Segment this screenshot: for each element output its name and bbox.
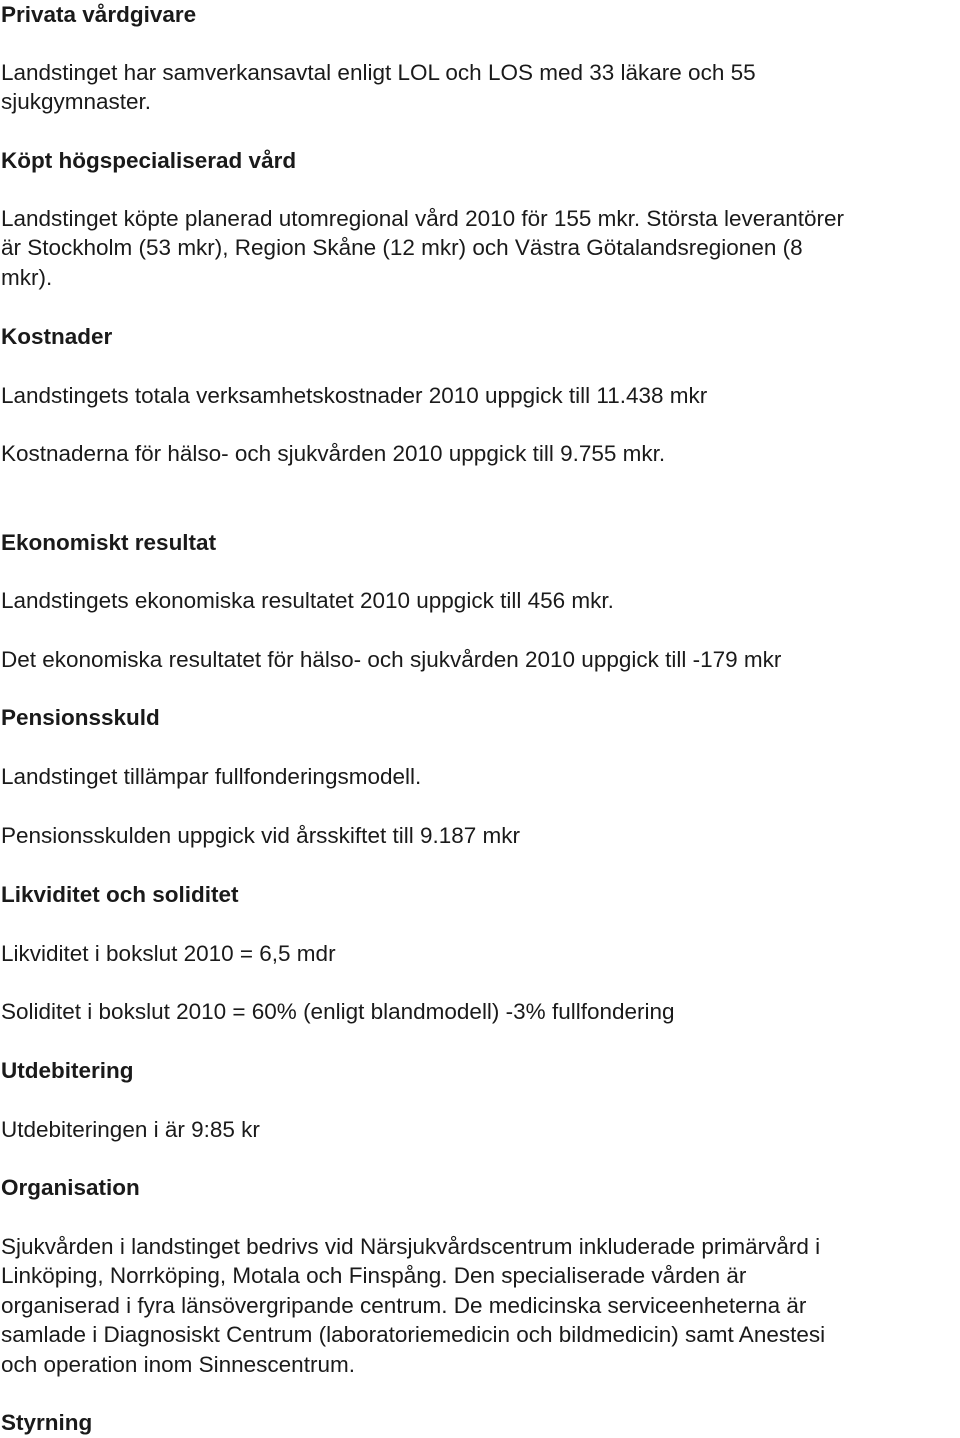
paragraph-organisation-line-5: och operation inom Sinnescentrum. [1, 1352, 355, 1377]
paragraph-kostnader-halso-sjukvard: Kostnaderna för hälso- och sjukvården 2010 uppgick till 9.755 mkr. [1, 441, 666, 466]
paragraph-pension-modell: Landstinget tillämpar fullfonderingsmodell. [1, 764, 422, 789]
paragraph-kostnader-totala: Landstingets totala verksamhetskostnader 2010 uppgick till 11.438 mkr [1, 383, 708, 408]
paragraph-utdebitering: Utdebiteringen i är 9:85 kr [1, 1117, 260, 1142]
heading-pensionsskuld: Pensionsskuld [1, 705, 160, 730]
paragraph-privata-line-1: Landstinget har samverkansavtal enligt LOL och LOS med 33 läkare och 55 [1, 60, 756, 85]
heading-utdebitering: Utdebitering [1, 1058, 134, 1083]
paragraph-ekonomiskt-halso-sjukvard: Det ekonomiska resultatet för hälso- och sjukvården 2010 uppgick till -179 mkr [1, 647, 782, 672]
heading-kopt-vard: Köpt högspecialiserad vård [1, 148, 297, 173]
paragraph-organisation-line-4: samlade i Diagnosiskt Centrum (laboratoriemedicin och bildmedicin) samt Anestesi [1, 1322, 826, 1347]
heading-likviditet-soliditet: Likviditet och soliditet [1, 882, 239, 907]
heading-kostnader: Kostnader [1, 324, 113, 349]
paragraph-kopt-line-3: mkr). [1, 265, 53, 290]
paragraph-organisation-line-2: Linköping, Norrköping, Motala och Finspång. Den specialiserade vården är [1, 1263, 747, 1288]
paragraph-soliditet: Soliditet i bokslut 2010 = 60% (enligt blandmodell) -3% fullfondering [1, 999, 675, 1024]
paragraph-organisation-line-1: Sjukvården i landstinget bedrivs vid Närsjukvårdscentrum inkluderade primärvård i [1, 1234, 821, 1259]
paragraph-pension-skuld: Pensionsskulden uppgick vid årsskiftet till 9.187 mkr [1, 823, 520, 848]
heading-privata-vardgivare: Privata vårdgivare [1, 2, 197, 27]
paragraph-organisation-line-3: organiserad i fyra länsövergripande centrum. De medicinska serviceenheterna är [1, 1293, 807, 1318]
paragraph-privata-line-2: sjukgymnaster. [1, 89, 152, 114]
paragraph-likviditet: Likviditet i bokslut 2010 = 6,5 mdr [1, 941, 336, 966]
heading-ekonomiskt-resultat: Ekonomiskt resultat [1, 530, 217, 555]
paragraph-kopt-line-2: är Stockholm (53 mkr), Region Skåne (12 mkr) och Västra Götalandsregionen (8 [1, 235, 803, 260]
heading-styrning: Styrning [1, 1410, 93, 1435]
paragraph-ekonomiskt-landsting: Landstingets ekonomiska resultatet 2010 uppgick till 456 mkr. [1, 588, 614, 613]
paragraph-kopt-line-1: Landstinget köpte planerad utomregional vård 2010 för 155 mkr. Största leverantörer [1, 206, 845, 231]
heading-organisation: Organisation [1, 1175, 140, 1200]
